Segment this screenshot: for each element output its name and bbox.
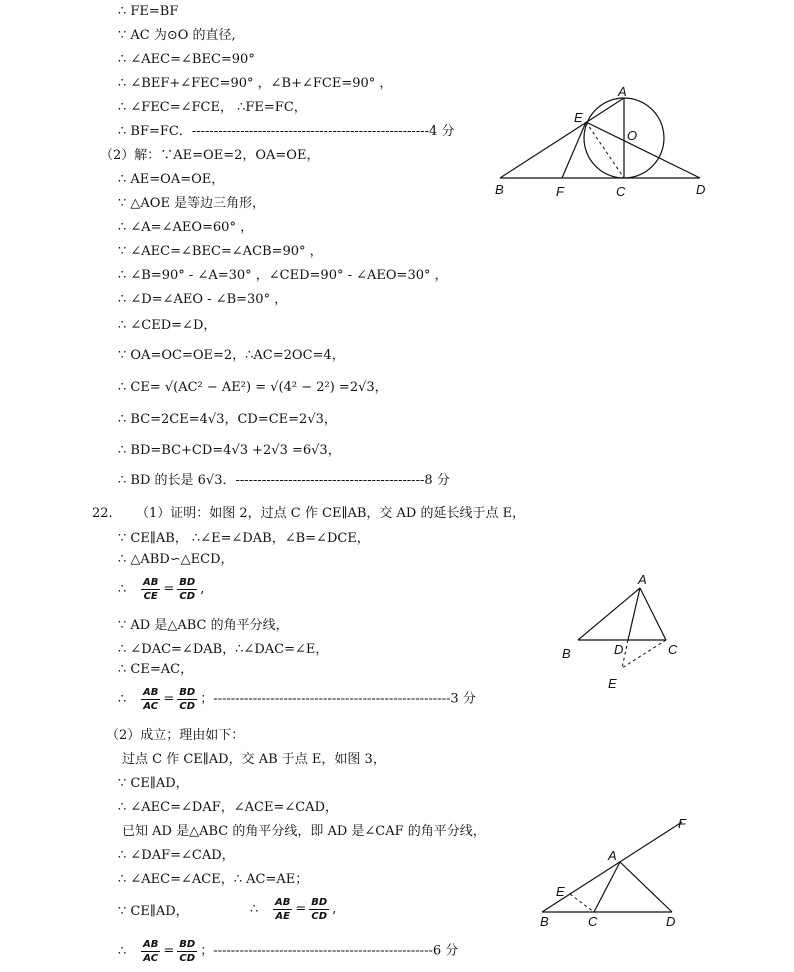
s2-line-1: （2）解：∵AE=OE=2，OA=OE，: [100, 148, 320, 163]
label-f: F: [678, 816, 686, 831]
label-e: E: [608, 676, 617, 691]
fraction-ab-ce: $\frac{AB}{CE}$: [143, 577, 159, 602]
label-a: A: [638, 572, 647, 587]
bisector-ad: [620, 862, 672, 912]
label-d: D: [696, 182, 706, 197]
fraction-bd-cd-2: $\frac{BD}{CD}$: [179, 687, 196, 712]
s1-line-4: ∴ ∠BEF+∠FEC=90° ，∠B+∠FCE=90° ，: [118, 76, 393, 91]
label-c: C: [588, 914, 598, 929]
s4-line-8a: ∵ CE∥AD，: [118, 904, 189, 919]
s4-line-8b: ∴ $\frac{AB}{AE}$ = $\frac{BD}{CD}$ ,: [250, 897, 337, 922]
s3-line-1: （1）证明：如图 2，过点 C 作 CE∥AB，交 AD 的延长线于点 E，: [136, 506, 526, 521]
fraction-ab-ac-2: $\frac{AB}{AC}$: [143, 939, 159, 964]
s3-line-6: ∴ ∠DAC=∠DAB，∴∠DAC=∠E，: [118, 642, 329, 657]
s2-line-4: ∴ ∠A=∠AEO=60° ，: [118, 220, 254, 235]
s4-line-9: ∴ $\frac{AB}{AC}$ = $\frac{BD}{CD}$ ；--------------------------------------------------6 分: [118, 939, 459, 964]
s3-line-5: ∵ AD 是△ABC 的角平分线，: [118, 618, 289, 633]
label-f: F: [556, 184, 564, 199]
s2-line-13: ∴ BD 的长是 6√3．-------------------------------------------8 分: [118, 473, 450, 488]
s3-line-3: ∴ △ABD∽△ECD，: [118, 552, 234, 567]
s3-line-7: ∴ CE=AC，: [118, 662, 194, 677]
s1-line-5: ∴ ∠FEC=∠FCE， ∴FE=FC，: [118, 100, 307, 115]
s1-line-2: ∵ AC 为⊙O 的直径,: [118, 28, 236, 43]
s2-line-8: ∴ ∠CED=∠D，: [118, 318, 217, 333]
s2-line-2: ∴ AE=OA=OE，: [118, 172, 225, 187]
label-d: D: [614, 642, 624, 657]
label-a: A: [618, 84, 627, 99]
s4-line-7: ∴ ∠AEC=∠ACE，∴ AC=AE；: [118, 872, 309, 887]
fraction-bd-cd-4: $\frac{BD}{CD}$: [179, 939, 196, 964]
side-ac: [594, 862, 620, 912]
s2-line-9: ∵ OA=OC=OE=2，∴AC=2OC=4，: [118, 348, 345, 363]
side-ab: [578, 588, 640, 640]
s2-line-12: ∴ BD=BC+CD=4√3 +2√3 =6√3，: [118, 443, 341, 458]
fraction-ab-ac: $\frac{AB}{AC}$: [143, 687, 159, 712]
s1-line-6: ∴ BF=FC．------------------------------------------------------4 分: [118, 124, 455, 139]
s1-line-3: ∴ ∠AEC=∠BEC=90°: [118, 52, 255, 67]
s2-line-5: ∵ ∠AEC=∠BEC=∠ACB=90° ，: [118, 244, 323, 259]
s3-line-8: ∴ $\frac{AB}{AC}$ = $\frac{BD}{CD}$ ；------------------------------------------------------3 分: [118, 687, 476, 712]
dashed-ec: [570, 894, 594, 912]
therefore-symbol: ∴: [118, 582, 127, 597]
figure-1-circle-diagram: [490, 84, 710, 200]
label-b: B: [495, 182, 504, 197]
label-c: C: [616, 184, 626, 199]
fraction-ab-ae: $\frac{AB}{AE}$: [275, 897, 291, 922]
s4-line-2: 过点 C 作 CE∥AD，交 AB 于点 E，如图 3，: [122, 752, 386, 767]
s4-line-3: ∵ CE∥AD，: [118, 776, 189, 791]
s2-line-3: ∵ △AOE 是等边三角形，: [118, 196, 266, 211]
s4-line-5: 已知 AD 是△ABC 的角平分线，即 AD 是∠CAF 的角平分线，: [122, 824, 486, 839]
s4-line-1: （2）成立；理由如下：: [106, 728, 245, 743]
s1-line-1: ∴ FE=BF: [118, 4, 179, 19]
s2-line-6: ∴ ∠B=90° - ∠A=30° ，∠CED=90° - ∠AEO=30° ，: [118, 268, 448, 283]
line-ba: [500, 98, 624, 178]
fraction-bd-cd: $\frac{BD}{CD}$: [179, 577, 196, 602]
line-ed: [586, 122, 700, 178]
s4-line-4: ∴ ∠AEC=∠DAF，∠ACE=∠CAD，: [118, 800, 338, 815]
label-o: O: [627, 128, 638, 143]
label-c: C: [668, 642, 678, 657]
figure-2-triangle: [556, 568, 696, 694]
label-b: B: [540, 914, 549, 929]
label-b: B: [562, 646, 571, 661]
s3-line-4: ∴ $\frac{AB}{CE}$ = $\frac{BD}{CD}$ ,: [118, 577, 205, 602]
dashed-ce: [622, 640, 666, 668]
label-d: D: [666, 914, 676, 929]
label-e: E: [574, 110, 583, 125]
s3-line-2: ∵ CE∥AB， ∴∠E=∠DAB，∠B=∠DCE，: [118, 531, 370, 546]
s2-line-7: ∴ ∠D=∠AEO - ∠B=30° ，: [118, 292, 288, 307]
label-e: E: [556, 884, 565, 899]
s2-line-11: ∴ BC=2CE=4√3，CD=CE=2√3，: [118, 412, 337, 427]
dashed-ec: [586, 122, 624, 178]
figure-3-external-bisector: [532, 814, 704, 932]
fraction-bd-cd-3: $\frac{BD}{CD}$: [311, 897, 328, 922]
label-a: A: [608, 848, 617, 863]
side-ac: [640, 588, 666, 640]
s2-line-10: ∴ CE= √(AC² − AE²) = √(4² − 2²) =2√3，: [118, 380, 388, 395]
question-number: 22.: [92, 506, 113, 521]
s4-line-6: ∴ ∠DAF=∠CAD，: [118, 848, 235, 863]
